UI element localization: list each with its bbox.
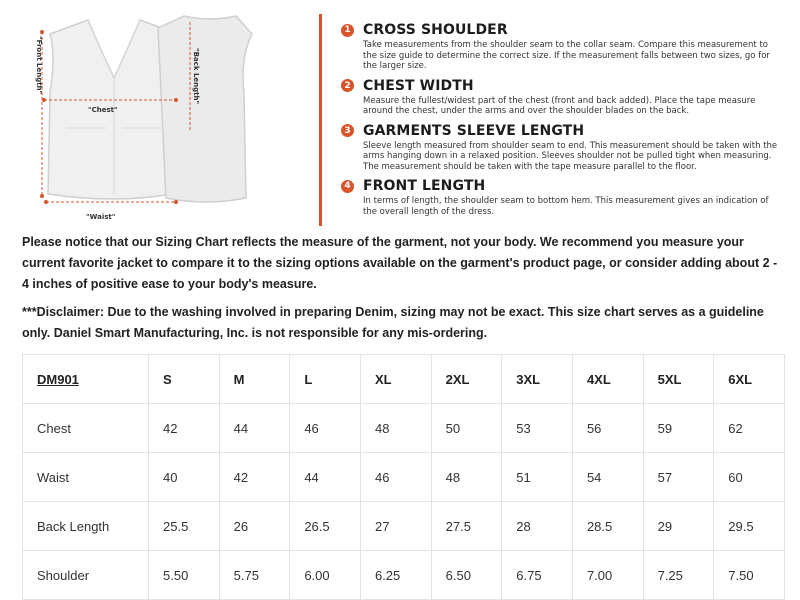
table-row xyxy=(23,453,785,502)
size-chart-table xyxy=(22,354,785,600)
step-title: CROSS SHOULDER xyxy=(363,22,508,38)
step-title: FRONT LENGTH xyxy=(363,178,486,194)
table-cell: 59 xyxy=(643,404,714,453)
step-description: In terms of length, the shoulder seam to bottom hem. This measurement gives an indication of the overall length of the dress. xyxy=(363,196,769,217)
size-header: 3XL xyxy=(502,355,573,404)
table-cell: 44 xyxy=(219,404,290,453)
model-number-header: DM901 xyxy=(23,355,149,404)
accent-divider xyxy=(319,14,322,226)
table-cell: 48 xyxy=(431,453,502,502)
size-header: XL xyxy=(360,355,431,404)
step-chest-width xyxy=(341,76,781,117)
table-cell: 46 xyxy=(290,404,361,453)
size-header: M xyxy=(219,355,290,404)
table-cell: 6.50 xyxy=(431,551,502,600)
table-cell: 6.75 xyxy=(502,551,573,600)
table-cell: 7.50 xyxy=(714,551,785,600)
table-cell: 5.75 xyxy=(219,551,290,600)
step-description: Take measurements from the shoulder seam to the collar seam. Compare this measurement to the size guide to determine the correct size. If the measurement falls between two sizes, go for the larger size. xyxy=(363,40,770,71)
table-cell: 28 xyxy=(502,502,573,551)
row-label: Chest xyxy=(23,404,149,453)
size-header: 4XL xyxy=(572,355,643,404)
size-header: 6XL xyxy=(714,355,785,404)
table-cell: 42 xyxy=(219,453,290,502)
step-front-length xyxy=(341,176,781,217)
front-length-label: "Front Length" xyxy=(35,36,43,95)
table-cell: 7.00 xyxy=(572,551,643,600)
table-row xyxy=(23,551,785,600)
table-cell: 46 xyxy=(360,453,431,502)
row-label: Back Length xyxy=(23,502,149,551)
sizing-disclaimer: ***Disclaimer: Due to the washing involved in preparing Denim, sizing may not be exact. This size chart serves as a guideline only. Daniel Smart Manufacturing, Inc. is not responsible for any mis-ordering. xyxy=(22,305,764,340)
table-cell: 6.25 xyxy=(360,551,431,600)
table-cell: 29 xyxy=(643,502,714,551)
row-label: Shoulder xyxy=(23,551,149,600)
step-cross-shoulder xyxy=(341,20,781,72)
waist-label: "Waist" xyxy=(86,213,116,221)
table-cell: 44 xyxy=(290,453,361,502)
sizing-notice: Please notice that our Sizing Chart reflects the measure of the garment, not your body. We recommend you measure your current favorite jacket to compare it to the sizing options available on the garment's product page, or consider adding about 2 - 4 inches of positive ease to your body's measure. xyxy=(22,235,778,291)
table-cell: 29.5 xyxy=(714,502,785,551)
table-cell: 60 xyxy=(714,453,785,502)
step-title: GARMENTS SLEEVE LENGTH xyxy=(363,122,585,139)
table-cell: 26.5 xyxy=(290,502,361,551)
size-header: 2XL xyxy=(431,355,502,404)
table-cell: 62 xyxy=(714,404,785,453)
table-cell: 56 xyxy=(572,404,643,453)
table-cell: 48 xyxy=(360,404,431,453)
table-cell: 27.5 xyxy=(431,502,502,551)
table-cell: 7.25 xyxy=(643,551,714,600)
size-header: 5XL xyxy=(643,355,714,404)
table-cell: 6.00 xyxy=(290,551,361,600)
table-cell: 27 xyxy=(360,502,431,551)
step-number-badge: 2 xyxy=(341,79,354,92)
table-cell: 53 xyxy=(502,404,573,453)
table-cell: 51 xyxy=(502,453,573,502)
table-cell: 5.50 xyxy=(149,551,220,600)
table-cell: 42 xyxy=(149,404,220,453)
table-row xyxy=(23,404,785,453)
vest-illustration xyxy=(30,8,270,228)
step-description: Sleeve length measured from shoulder seam to end. This measurement should be taken with the arms hanging down in a relaxed position. Sleeves shoulder not be pulled tight when measuring. The measurement should be taken with the tape measure parallel to the floor. xyxy=(363,140,778,172)
table-cell: 26 xyxy=(219,502,290,551)
back-length-label: "Back Length" xyxy=(192,48,200,105)
step-title: CHEST WIDTH xyxy=(363,77,474,94)
table-cell: 25.5 xyxy=(149,502,220,551)
chest-label: "Chest" xyxy=(88,106,118,114)
table-cell: 57 xyxy=(643,453,714,502)
table-cell: 50 xyxy=(431,404,502,453)
vest-diagram xyxy=(30,8,270,228)
size-header: L xyxy=(290,355,361,404)
step-sleeve-length xyxy=(341,121,781,173)
size-header: S xyxy=(149,355,220,404)
step-number-badge: 1 xyxy=(341,24,354,37)
table-cell: 54 xyxy=(572,453,643,502)
step-number-badge: 3 xyxy=(341,124,354,137)
measurement-guide xyxy=(0,0,800,228)
step-description: Measure the fullest/widest part of the chest (front and back added). Place the tape measure around the chest, under the arms and over the shoulder blades on the back. xyxy=(363,95,756,116)
row-label: Waist xyxy=(23,453,149,502)
table-cell: 28.5 xyxy=(572,502,643,551)
table-cell: 40 xyxy=(149,453,220,502)
table-header-row xyxy=(23,355,785,404)
measurement-steps xyxy=(341,20,781,221)
table-row xyxy=(23,502,785,551)
step-number-badge: 4 xyxy=(341,180,354,193)
